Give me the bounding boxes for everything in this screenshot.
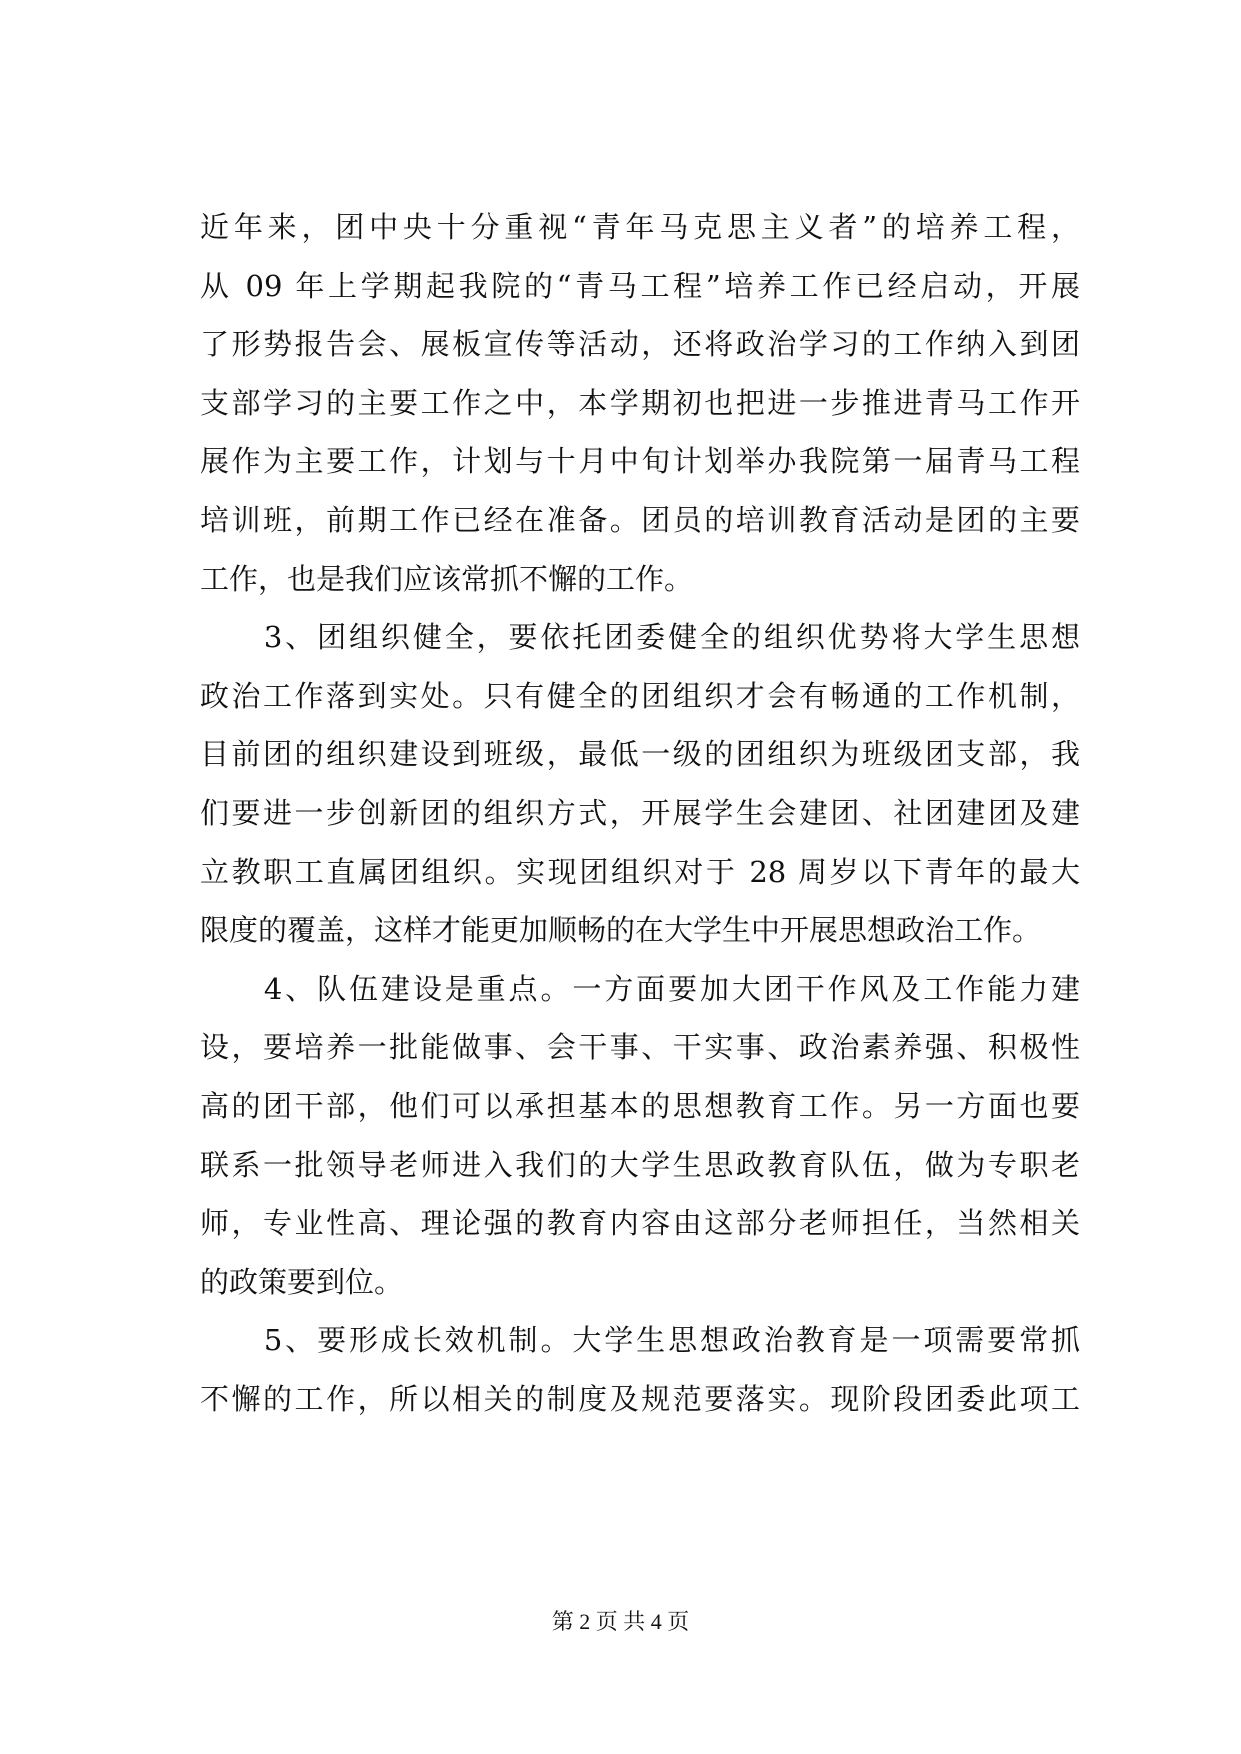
page-number-footer: 第 2 页 共 4 页 xyxy=(551,1609,690,1634)
text-line: 工作，也是我们应该常抓不懈的工作。 xyxy=(200,561,694,596)
text-line: 们要进一步创新团的组织方式，开展学生会建团、社团建团及建 xyxy=(200,795,1080,830)
text-line: 立教职工直属团组织。实现团组织对于 28 周岁以下青年的最大 xyxy=(200,854,1080,889)
text-line: 支部学习的主要工作之中，本学期初也把进一步推进青马工作开 xyxy=(200,385,1080,420)
text-line: 5、要形成长效机制。大学生思想政治教育是一项需要常抓 xyxy=(200,1323,1080,1358)
text-line: 4、队伍建设是重点。一方面要加大团干作风及工作能力建 xyxy=(200,971,1080,1006)
text-line: 高的团干部，他们可以承担基本的思想教育工作。另一方面也要 xyxy=(200,1088,1080,1123)
text-line: 近年来，团中央十分重视“青年马克思主义者”的培养工程， xyxy=(200,210,1080,244)
text-line: 限度的覆盖，这样才能更加顺畅的在大学生中开展思想政治工作。 xyxy=(200,913,1042,948)
text-line: 政治工作落到实处。只有健全的团组织才会有畅通的工作机制， xyxy=(200,678,1080,713)
text-line: 的政策要到位。 xyxy=(200,1264,404,1299)
text-line: 从 09 年上学期起我院的“青马工程”培养工作已经启动，开展 xyxy=(200,268,1080,303)
text-line: 不懈的工作，所以相关的制度及规范要落实。现阶段团委此项工 xyxy=(200,1381,1080,1416)
text-line: 联系一批领导老师进入我们的大学生思政教育队伍，做为专职老 xyxy=(200,1147,1080,1182)
text-line: 培训班，前期工作已经在准备。团员的培训教育活动是团的主要 xyxy=(200,502,1080,537)
text-line: 师，专业性高、理论强的教育内容由这部分老师担任，当然相关 xyxy=(200,1206,1080,1241)
document-body xyxy=(200,198,1080,1428)
text-line: 3、团组织健全，要依托团委健全的组织优势将大学生思想 xyxy=(200,620,1080,655)
text-line: 目前团的组织建设到班级，最低一级的团组织为班级团支部，我 xyxy=(200,737,1080,772)
text-line: 展作为主要工作，计划与十月中旬计划举办我院第一届青马工程 xyxy=(200,444,1080,479)
text-line: 了形势报告会、展板宣传等活动，还将政治学习的工作纳入到团 xyxy=(200,327,1080,362)
text-line: 设，要培养一批能做事、会干事、干实事、政治素养强、积极性 xyxy=(200,1030,1080,1065)
